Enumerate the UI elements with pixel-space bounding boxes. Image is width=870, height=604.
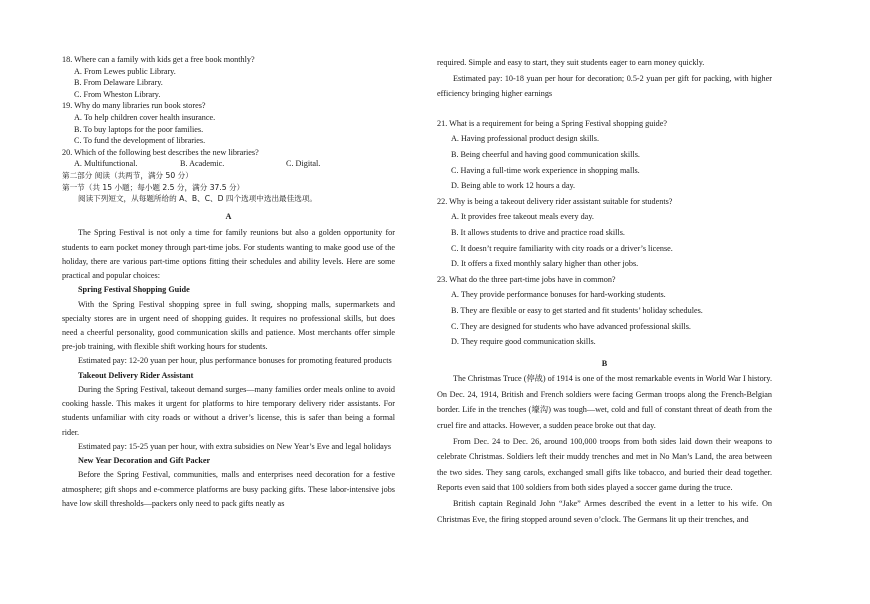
paragraph: The Spring Festival is not only a time for family reunions but also a golden opportunity for students to earn pocket money through part-time jobs. For students wanting to make good use of the holiday, there are various part-time options fitting their schedules and ability levels. Here are some practical and popular choices: — [62, 228, 395, 280]
option: C. They are designed for students who have advanced professional skills. — [451, 321, 691, 331]
paragraph: The Christmas Truce (停战) of 1914 is one of the most remarkable events in World War I history. On Dec. 24, 1914, British and French soldiers were facing German troops along the French-Belgian border. Life in the trenches (壕沟) was tough—wet, cold and full of constant threat of death from the cruel fire and attacks. However, a sudden peace broke out that day. — [437, 374, 772, 431]
question-22: 22. Why is being a takeout delivery rider assistant suitable for students? — [437, 196, 673, 206]
option: B. They are flexible or easy to get started and fit students’ holiday schedules. — [451, 305, 703, 315]
instruction: 阅读下列短文，从每题所给的 A、B、C、D 四个选项中选出最佳选项。 — [78, 194, 318, 204]
option-row — [74, 158, 395, 170]
option: B. Academic. — [180, 159, 225, 169]
left-column — [62, 0, 395, 511]
paragraph: From Dec. 24 to Dec. 26, around 100,000 troops from both sides laid down their weapons to celebrate Christmas. Soldiers left their muddy trenches and met in No Man’s Land, the area between the two sides. They sang carols, exchanged small gifts like tobacco, and buried their dead together. Reports even said that 100 soldiers from both sides played a soccer game during the truce. — [437, 436, 772, 493]
option: B. Being cheerful and having good communication skills. — [451, 149, 640, 159]
passage-label-a: A — [225, 211, 232, 221]
paragraph: Estimated pay: 15-25 yuan per hour, with extra subsidies on New Year’s Eve and legal holidays — [78, 441, 392, 451]
option: A. Multifunctional. — [74, 159, 138, 169]
part-heading: 第二部分 阅读（共两节，满分 50 分） — [62, 170, 193, 180]
job-title: Takeout Delivery Rider Assistant — [78, 370, 194, 380]
option: A. They provide performance bonuses for hard-working students. — [451, 290, 666, 300]
paragraph: During the Spring Festival, takeout demand surges—many families order meals online to avoid cooking hassle. This makes it urgent for platforms to hire temporary delivery rider assistants. For students unfamiliar with city roads or without a driver’s license, this is safer than being a formal rider. — [62, 384, 395, 437]
passage-label-b: B — [601, 358, 608, 368]
paragraph: With the Spring Festival shopping spree in full swing, shopping malls, supermarkets and specialty stores are in urgent need of shopping guides. It requires no professional skills, but does need a cheerful personality, good communication skills and patience. Most merchants offer simple pre-job training, with flexible shift working hours for students. — [62, 299, 395, 352]
job-title: New Year Decoration and Gift Packer — [78, 455, 211, 465]
option: B. To buy laptops for the poor families. — [74, 124, 204, 134]
option: D. It offers a fixed monthly salary higher than other jobs. — [451, 259, 639, 269]
option: C. From Wheston Library. — [74, 89, 161, 99]
option: D. Being able to work 12 hours a day. — [451, 181, 576, 191]
paragraph: Estimated pay: 10-18 yuan per hour for decoration; 0.5-2 yuan per gift for packing, with higher efficiency bringing higher earnings — [437, 73, 772, 99]
option: C. It doesn’t require familiarity with city roads or a driver’s license. — [451, 243, 673, 253]
right-column — [437, 0, 772, 527]
option: B. It allows students to drive and practice road skills. — [451, 227, 625, 237]
option: C. To fund the development of libraries. — [74, 136, 206, 146]
option: A. Having professional product design skills. — [451, 134, 600, 144]
option: A. To help children cover health insurance. — [74, 112, 216, 122]
question-19: 19. Why do many libraries run book stores? — [62, 101, 206, 111]
option: C. Digital. — [286, 159, 321, 169]
job-title: Spring Festival Shopping Guide — [78, 285, 190, 295]
paragraph: British captain Reginald John “Jake” Armes described the event in a letter to his wife. On Christmas Eve, the firing stopped around seven o’clock. The Germans lit up their trenches, and — [437, 499, 772, 524]
paragraph: required. Simple and easy to start, they suit students eager to earn money quickly. — [437, 58, 705, 67]
option: C. Having a full-time work experience in shopping malls. — [451, 165, 640, 175]
option: D. They require good communication skills. — [451, 337, 596, 347]
option: A. From Lewes public Library. — [74, 66, 176, 76]
question-20: 20. Which of the following best describes the new libraries? — [62, 147, 259, 157]
paragraph: Before the Spring Festival, communities, malls and enterprises need decoration for a festive atmosphere; gift shops and e-commerce platforms are busy packing gifts. These labor-intensive jobs have low skill thresholds—packers only need to pack gifts neatly as — [62, 470, 395, 508]
paragraph: Estimated pay: 12-20 yuan per hour, plus performance bonuses for promoting featured products — [78, 356, 392, 366]
option: A. It provides free takeout meals every day. — [451, 212, 594, 222]
option: B. From Delaware Library. — [74, 78, 163, 88]
section-heading: 第一节（共 15 小题；每小题 2.5 分，满分 37.5 分） — [62, 182, 245, 192]
question-21: 21. What is a requirement for being a Spring Festival shopping guide? — [437, 118, 667, 128]
question-23: 23. What do the three part-time jobs have in common? — [437, 274, 616, 284]
question-18: 18. Where can a family with kids get a free book monthly? — [62, 55, 255, 64]
